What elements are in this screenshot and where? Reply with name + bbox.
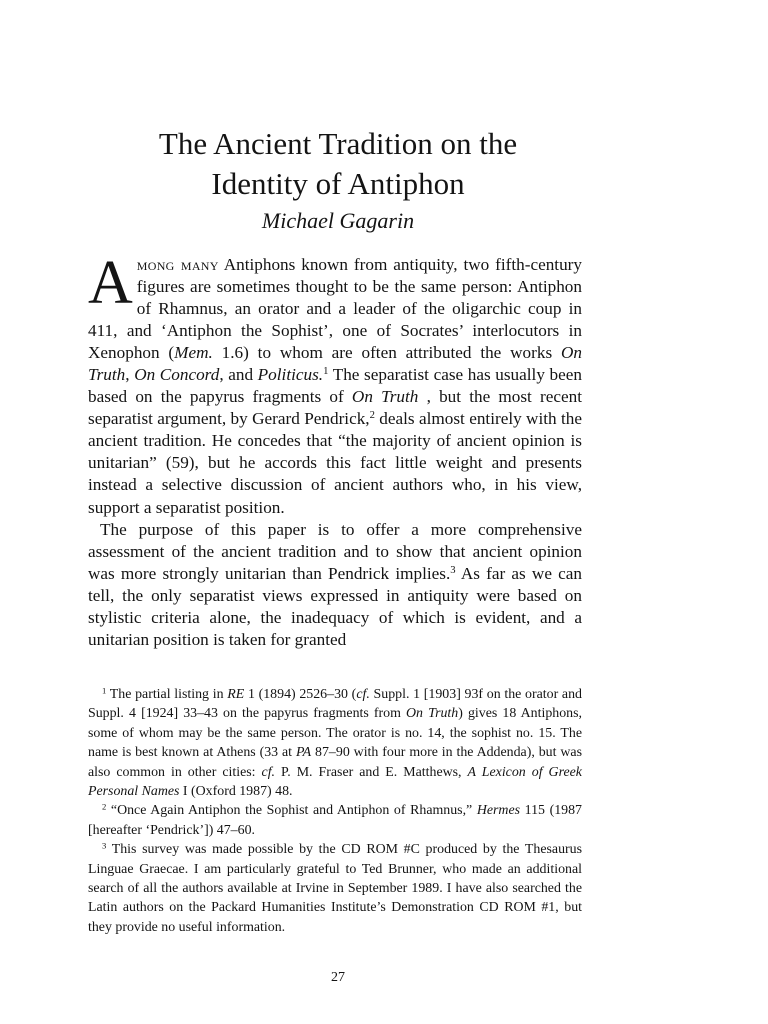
italic-ref: cf. (261, 764, 276, 780)
text-run: deals almost entirely with the ancient tradition. He concedes that “the majority of ancient opinion is unitarian” (59), but he accords this fact little weight and presents instead a selective discussion of ancient authors who, in his view, support a separatist position. (88, 409, 582, 517)
italic-ref: Mem. (174, 343, 213, 363)
text-run: , but the most recent separatist argument, by Gerard Pendrick, (88, 387, 582, 429)
work-title: Politicus. (257, 365, 324, 385)
footnote-3 (88, 840, 582, 937)
drop-cap: A (88, 249, 133, 317)
work-title: On Concord (134, 365, 220, 385)
work-title: On Truth (406, 706, 459, 722)
text-run: Suppl. 1 [1903] 93f on the orator and Suppl. 4 [1924] 33–43 on the papyrus fragments from (88, 687, 582, 722)
text-run: “Once Again Antiphon the Sophist and Antiphon of Rhamnus,” (106, 803, 477, 819)
text-run: The purpose of this paper is to offer a more comprehensive assessment of the ancient tradition and to show that ancient opinion was more strongly unitarian than Pendrick implies. (88, 519, 582, 583)
italic-ref: PA (295, 745, 312, 761)
footnote-ref-3: 3 (450, 564, 456, 576)
text-run: Antiphons known from antiquity, two fifth-century figures are sometimes thought to be the same person: Antiphon of Rhamnus, an orator and a leader of the oligarchic coup in 411, and ‘Antiphon the Sophist’, one of Socrates’ interlocutors in Xenophon ( (88, 255, 582, 363)
title-line-2: Identity of Antiphon (211, 166, 465, 201)
text-run: 1 (1894) 2526–30 ( (244, 687, 357, 702)
article-body (88, 249, 583, 651)
footnote-1 (88, 685, 582, 801)
italic-ref: RE (227, 687, 245, 702)
text-run: The partial listing in (106, 687, 228, 702)
text-run: 1.6) to whom are often attributed the works (212, 343, 561, 363)
footnotes (88, 685, 582, 937)
footnote-number: 1 (102, 685, 107, 696)
text-run: This survey was made possible by the CD ROM #C produced by the Thesaurus Linguae Graecae. I am particularly grateful to Ted Brunner, who made an additional search of all the authors available at Irvine in September 1989. I have also searched the Latin authors on the Packard Humanities Institute’s Demonstration CD ROM #1, but they provide no useful information. (88, 842, 582, 935)
footnote-ref-1: 1 (323, 366, 329, 378)
text-run: , and (219, 365, 258, 385)
page-number: 27 (331, 970, 345, 985)
footnote-number: 3 (102, 840, 107, 851)
work-title: On Truth (88, 343, 582, 385)
text-run: , (125, 365, 135, 385)
opening-small-caps: mong many (136, 255, 219, 274)
text-run: P. M. Fraser and E. Matthews, (275, 764, 468, 780)
footnote-number: 2 (102, 801, 107, 812)
footnote-2 (88, 801, 582, 840)
body-paragraph-1 (88, 249, 582, 519)
text-run: 115 (1987 [hereafter ‘Pendrick’]) 47–60. (88, 803, 582, 838)
article-title (0, 124, 676, 204)
footnote-ref-2: 2 (369, 410, 375, 422)
journal-title: Hermes (476, 803, 521, 819)
title-line-1: The Ancient Tradition on the (158, 126, 518, 161)
italic-ref: cf. (356, 687, 370, 702)
work-title: On Truth (351, 387, 419, 407)
text-run: 87–90 with four more in the Addenda), but was also common in other cities: (88, 745, 582, 780)
body-paragraph-2 (88, 519, 582, 651)
text-run: As far as we can tell, the only separatist views expressed in antiquity were based on stylistic criteria alone, the inadequacy of which is evident, and a unitarian position is taken for granted (88, 563, 583, 649)
text-run: I (Oxford 1987) 48. (179, 784, 293, 800)
text-run: ) gives 18 Antiphons, some of whom may be the same person. The orator is no. 14, the sophist no. 15. The name is best known at Athens (33 at (88, 706, 583, 761)
article-author: Michael Gagarin (261, 208, 415, 233)
work-title: A Lexicon of Greek Personal Names (88, 764, 582, 800)
text-run: The separatist case has usually been based on the papyrus fragments of (88, 365, 582, 407)
